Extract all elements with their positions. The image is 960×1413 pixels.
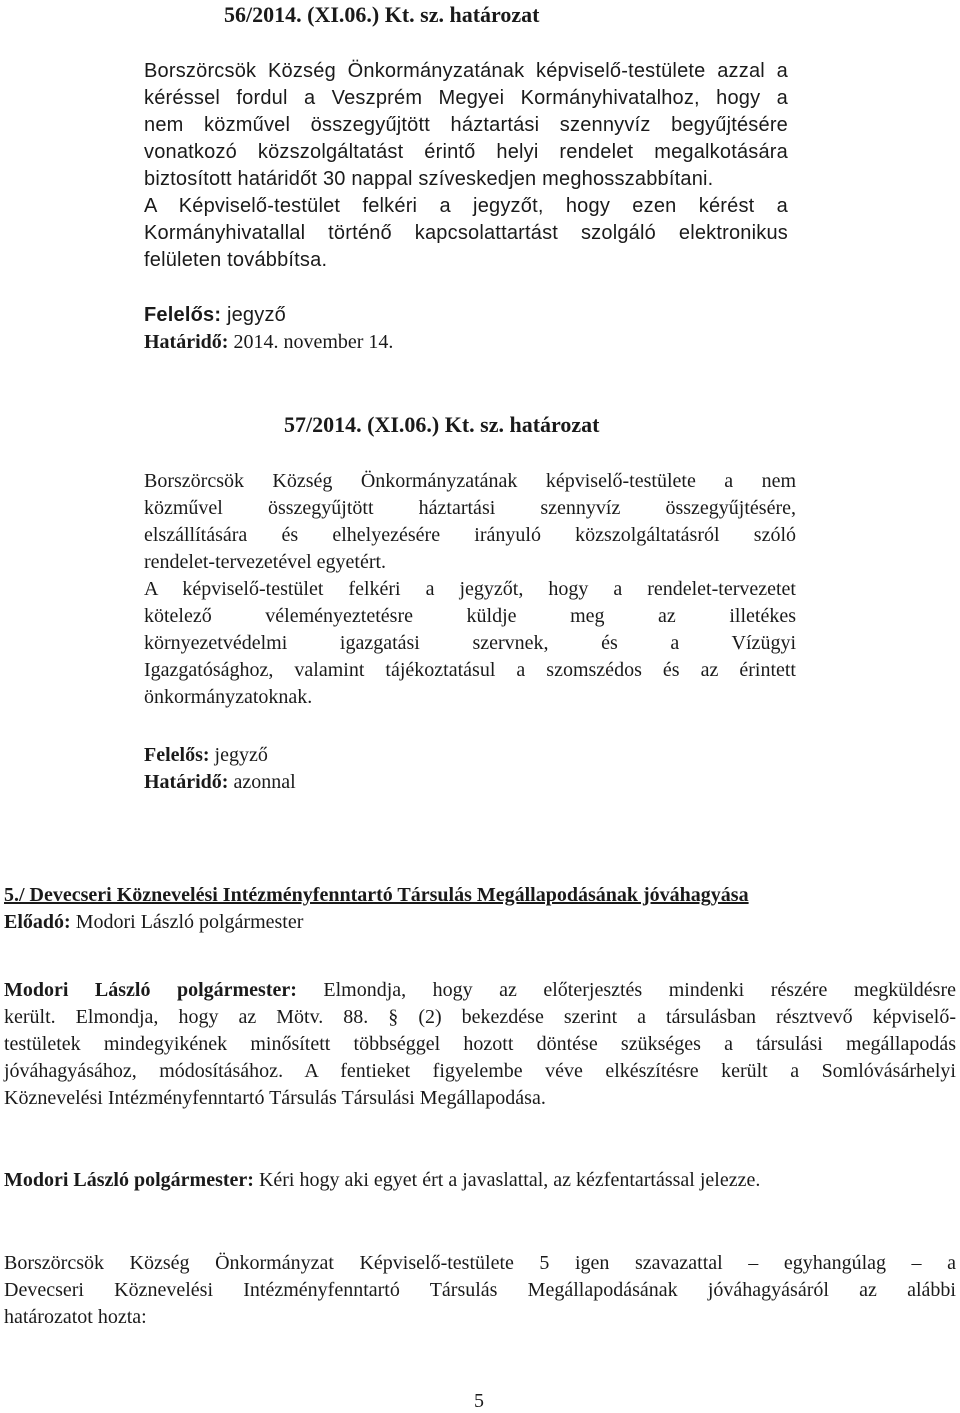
deadline-label: Határidő: [144, 331, 229, 353]
decision-56-responsible [144, 302, 286, 329]
decision-56-deadline [144, 329, 393, 356]
text-line: Igazgatósághoz, valamint tájékoztatásul a szomszédos és az érintett [144, 659, 796, 681]
text-line: önkormányzatoknak. [144, 686, 313, 708]
text-line: Borszörcsök Község Önkormányzatának képviselő-testülete azzal a [144, 60, 788, 82]
text-line: A Képviselő-testület felkéri a jegyzőt, hogy ezen kérést a [144, 195, 788, 217]
text-line: Kormányhivatallal történő kapcsolattartást szolgáló elektronikus [144, 222, 788, 244]
deadline-label: Határidő: [144, 771, 229, 793]
text-line: jóváhagyásához, módosításához. A fentieket figyelembe véve elkészítésre került a Somlóvásárhelyi [4, 1060, 956, 1082]
text-line: határozatot hozta: [4, 1306, 147, 1328]
agenda-item-5-heading [4, 882, 749, 909]
decision-57-deadline [144, 769, 296, 796]
decision-57-responsible [144, 742, 268, 769]
deadline-value: azonnal [233, 771, 296, 793]
speech-text: Elmondja, hogy az előterjesztés mindenki részére megküldésre [323, 979, 957, 1001]
speaker-label: Modori László polgármester: [4, 1169, 254, 1191]
decision-57-title: 57/2014. (XI.06.) Kt. sz. határozat [284, 412, 600, 437]
text-line: nem közművel összegyűjtött háztartási szennyvíz begyűjtésére [144, 114, 788, 136]
vote-result [4, 1250, 956, 1331]
decision-57-text [144, 468, 796, 711]
text-line: elszállítására és elhelyezésére irányuló közszolgáltatásról szóló [144, 524, 796, 546]
speech-text: Kéri hogy aki egyet ért a javaslattal, az kézfentartással jelezze. [258, 1169, 761, 1191]
text-line: Borszörcsök Község Önkormányzatának képviselő-testülete a nem [144, 470, 796, 492]
decision-56-title: 56/2014. (XI.06.) Kt. sz. határozat [224, 2, 540, 27]
text-line: környezetvédelmi igazgatási szervnek, és a Vízügyi [144, 632, 796, 654]
decision-56-text [144, 58, 788, 274]
responsible-value: jegyző [214, 744, 268, 766]
mayor-speech-1 [4, 977, 956, 1112]
text-line: kéréssel fordul a Veszprém Megyei Kormányhivatalhoz, hogy a [144, 87, 788, 109]
text-line: Köznevelési Intézményfenntartó Társulás Társulási Megállapodása. [4, 1087, 546, 1109]
speaker-label: Modori László polgármester: [4, 979, 297, 1001]
page-number: 5 [474, 1390, 484, 1412]
text-line: került. Elmondja, hogy az Mötv. 88. § (2) bekezdése szerint a társulásban résztvevő képviselő- [4, 1006, 956, 1028]
responsible-value: jegyző [226, 304, 286, 326]
text-line: rendelet-tervezetével egyetért. [144, 551, 387, 573]
agenda-heading: 5./ Devecseri Köznevelési Intézményfenntartó Társulás Megállapodásának jóváhagyása [4, 884, 749, 906]
text-line: vonatkozó közszolgáltatást érintő helyi rendelet megalkotására [144, 141, 788, 163]
text-line: biztosított határidőt 30 nappal szíveskedjen meghosszabbítani. [144, 168, 714, 190]
mayor-speech-2 [4, 1167, 760, 1194]
responsible-label: Felelős: [144, 304, 222, 326]
presenter-value: Modori László polgármester [75, 911, 304, 933]
presenter-label: Előadó: [4, 911, 71, 933]
text-line [4, 977, 956, 1004]
text-line: testületek mindegyikének minősített többséggel hozott döntése szükséges a társulási megállapodás [4, 1033, 956, 1055]
deadline-value: 2014. november 14. [233, 331, 394, 353]
text-line: kötelező véleményeztetésre küldje meg az illetékes [144, 605, 796, 627]
text-line: A képviselő-testület felkéri a jegyzőt, hogy a rendelet-tervezetet [144, 578, 796, 600]
text-line: Devecseri Köznevelési Intézményfenntartó Társulás Megállapodásának jóváhagyásáról az alábbi [4, 1279, 956, 1301]
text-line: felületen továbbítsa. [144, 249, 328, 271]
text-line: Borszörcsök Község Önkormányzat Képviselő-testülete 5 igen szavazattal – egyhangúlag – a [4, 1252, 956, 1274]
responsible-label: Felelős: [144, 744, 210, 766]
text-line: közművel összegyűjtött háztartási szennyvíz összegyűjtésére, [144, 497, 796, 519]
presenter-line [4, 909, 303, 936]
